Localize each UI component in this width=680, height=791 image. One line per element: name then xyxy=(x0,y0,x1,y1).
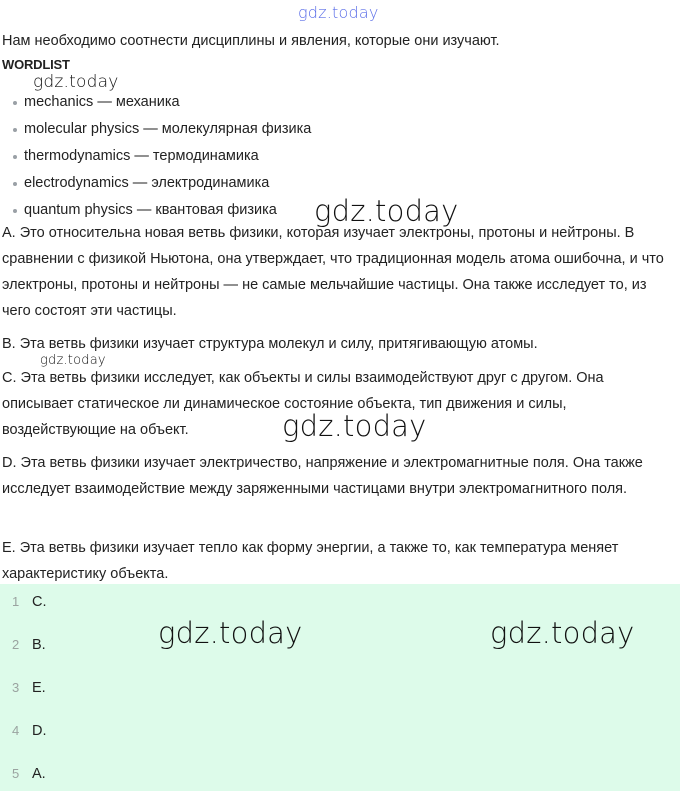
wordlist-title: WORDLIST xyxy=(2,57,70,72)
answer-number: 5 xyxy=(12,766,20,781)
answer-number: 3 xyxy=(12,680,20,695)
answer-row xyxy=(12,721,47,741)
answer-value: E. xyxy=(32,680,46,696)
intro-text: Нам необходимо соотнести дисциплины и явления, которые они изучают. xyxy=(2,33,500,49)
watermark: gdz.today xyxy=(40,353,106,368)
answer-row xyxy=(12,635,46,655)
watermark: gdz.today xyxy=(33,72,119,92)
answer-number: 4 xyxy=(12,723,20,738)
wordlist-item: mechanics — механика xyxy=(12,91,311,118)
answer-value: D. xyxy=(32,723,47,739)
paragraph-b: B. Эта ветвь физики изучает структура молекул и силу, притягивающую атомы. xyxy=(2,336,538,352)
watermark: gdz.today xyxy=(282,409,427,443)
answer-row xyxy=(12,764,46,784)
answer-value: C. xyxy=(32,594,47,610)
paragraph-d: D. Эта ветвь физики изучает электричество, напряжение и электромагнитные поля. Она также исследует взаимодействие между заряженными частицами внутри электромагнитного поля. xyxy=(2,455,643,497)
wordlist-item: quantum physics — квантовая физика xyxy=(12,199,311,226)
paragraph-c: C. Эта ветвь физики исследует, как объекты и силы взаимодействуют друг с другом. Она описывает статическое ли динамическое состояние объекта, тип движения и силы, воздействующие на объект. xyxy=(2,370,604,438)
answer-number: 2 xyxy=(12,637,20,652)
watermark: gdz.today xyxy=(314,194,459,228)
wordlist xyxy=(12,91,311,226)
answer-number: 1 xyxy=(12,594,20,609)
watermark: gdz.today xyxy=(490,616,635,650)
wordlist-item: thermodynamics — термодинамика xyxy=(12,145,311,172)
answer-row xyxy=(12,592,47,612)
answer-row xyxy=(12,678,46,698)
wordlist-item: electrodynamics — электродинамика xyxy=(12,172,311,199)
watermark: gdz.today xyxy=(298,3,379,22)
paragraph-e: E. Эта ветвь физики изучает тепло как форму энергии, а также то, как температура меняет характеристику объекта. xyxy=(2,540,619,582)
watermark: gdz.today xyxy=(158,616,303,650)
wordlist-item: molecular physics — молекулярная физика xyxy=(12,118,311,145)
answer-value: B. xyxy=(32,637,46,653)
answer-value: A. xyxy=(32,766,46,782)
paragraph-a: A. Это относительна новая ветвь физики, которая изучает электроны, протоны и нейтроны. В сравнении с физикой Ньютона, она утверждает, что традиционная модель атома ошибочна, и что электроны, протоны и нейтроны — не самые мельчайшие частицы. Она также исследует то, из чего состоят эти частицы. xyxy=(2,225,664,319)
